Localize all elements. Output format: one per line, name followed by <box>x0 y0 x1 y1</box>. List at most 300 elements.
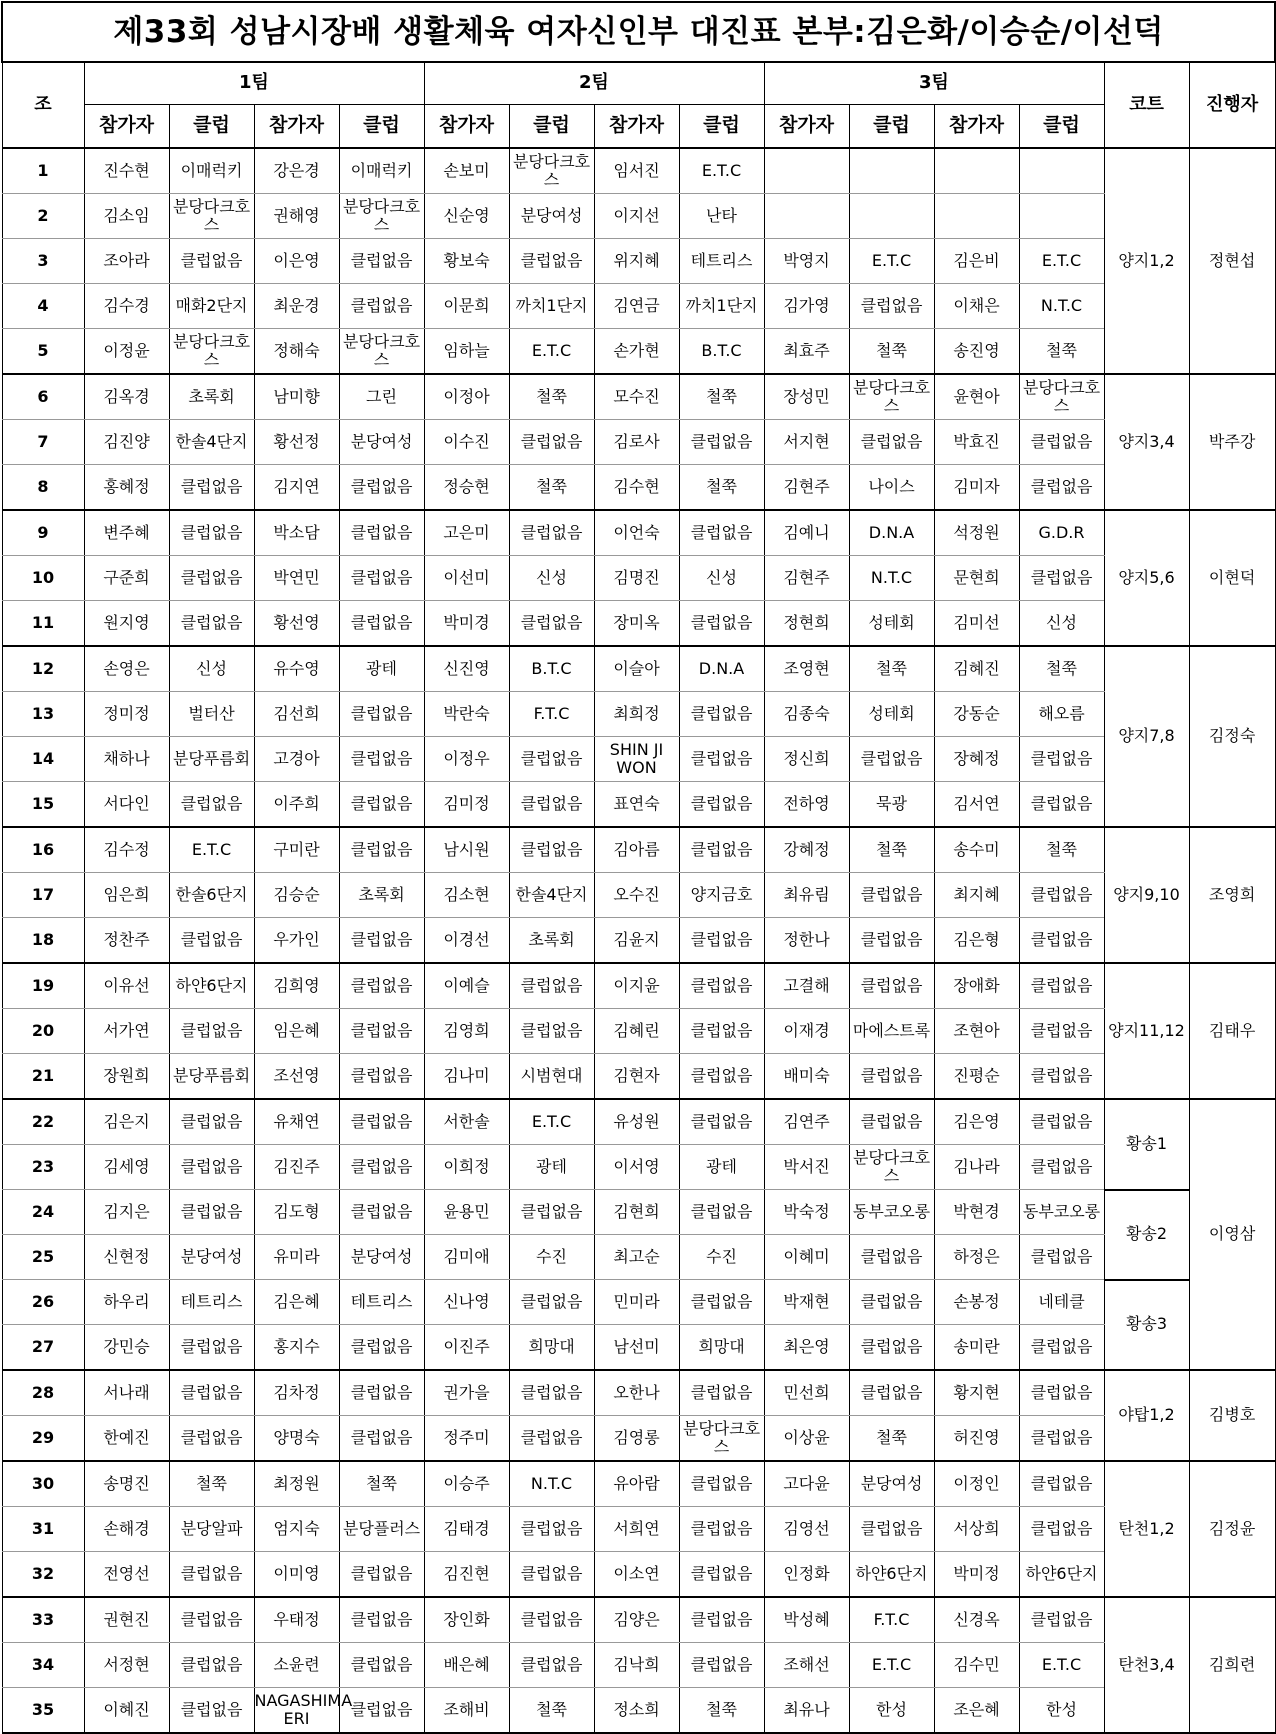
participant-cell: 문현희 <box>934 556 1019 601</box>
participant-cell: 김승순 <box>254 873 339 918</box>
club-cell: 신성 <box>679 556 764 601</box>
participant-cell: 이지윤 <box>594 963 679 1009</box>
club-cell: 클럽없음 <box>679 1054 764 1100</box>
club-cell: 클럽없음 <box>339 1552 424 1598</box>
club-cell: 까치1단지 <box>679 284 764 329</box>
participant-cell: 박현경 <box>934 1190 1019 1235</box>
participant-cell: 김미선 <box>934 601 1019 647</box>
header-participant: 참가자 <box>424 105 509 149</box>
participant-cell: 이주희 <box>254 782 339 828</box>
group-number: 21 <box>2 1054 84 1100</box>
club-cell: 클럽없음 <box>169 1597 254 1643</box>
club-cell: 초록회 <box>509 918 594 964</box>
header-progress: 진행자 <box>1189 62 1275 148</box>
participant-cell: 김진양 <box>84 420 169 465</box>
table-row <box>2 239 1275 284</box>
participant-cell: 김지은 <box>84 1190 169 1235</box>
club-cell: N.T.C <box>849 556 934 601</box>
participant-cell: 홍지수 <box>254 1325 339 1371</box>
club-cell: B.T.C <box>509 646 594 692</box>
table-row <box>2 1416 1275 1462</box>
progress-cell: 이현덕 <box>1189 510 1275 646</box>
table-row <box>2 374 1275 420</box>
participant-cell: 강동순 <box>934 692 1019 737</box>
club-cell: 클럽없음 <box>339 284 424 329</box>
club-cell: 클럽없음 <box>849 1099 934 1145</box>
participant-cell: 김진주 <box>254 1145 339 1190</box>
group-number: 26 <box>2 1280 84 1325</box>
participant-cell: 이재경 <box>764 1009 849 1054</box>
club-cell: 클럽없음 <box>1019 1145 1104 1190</box>
club-cell: 클럽없음 <box>679 963 764 1009</box>
participant-cell: 이서영 <box>594 1145 679 1190</box>
progress-cell: 정현섭 <box>1189 148 1275 374</box>
club-cell: 클럽없음 <box>509 1507 594 1552</box>
club-cell: 철쭉 <box>509 465 594 511</box>
club-cell: 분당다크호스 <box>1019 374 1104 420</box>
club-cell: 클럽없음 <box>509 827 594 873</box>
table-row <box>2 284 1275 329</box>
participant-cell: 이미영 <box>254 1552 339 1598</box>
club-cell: 분당여성 <box>169 1235 254 1280</box>
participant-cell: 이희정 <box>424 1145 509 1190</box>
table-row <box>2 1643 1275 1688</box>
table-row <box>2 963 1275 1009</box>
header-court: 코트 <box>1104 62 1189 148</box>
participant-cell: 이정윤 <box>84 329 169 375</box>
participant-cell: 권해영 <box>254 194 339 239</box>
participant-cell: 인정화 <box>764 1552 849 1598</box>
club-cell: 분당다크호스 <box>509 148 594 194</box>
club-cell: 철쭉 <box>509 1688 594 1734</box>
club-cell: E.T.C <box>509 329 594 375</box>
participant-cell: 송진영 <box>934 329 1019 375</box>
header-participant: 참가자 <box>254 105 339 149</box>
participant-cell: 서지현 <box>764 420 849 465</box>
participant-cell: 송미란 <box>934 1325 1019 1371</box>
club-cell: E.T.C <box>169 827 254 873</box>
club-cell: 클럽없음 <box>169 1145 254 1190</box>
group-number: 1 <box>2 148 84 194</box>
club-cell: 신성 <box>1019 601 1104 647</box>
court-cell: 양지9,10 <box>1104 827 1189 963</box>
club-cell: 클럽없음 <box>1019 1461 1104 1507</box>
participant-cell: 조영현 <box>764 646 849 692</box>
participant-cell: 조은혜 <box>934 1688 1019 1734</box>
table-row <box>2 1145 1275 1190</box>
participant-cell: 김수민 <box>934 1643 1019 1688</box>
participant-cell: 이상윤 <box>764 1416 849 1462</box>
court-cell: 양지1,2 <box>1104 148 1189 374</box>
participant-cell: 김세영 <box>84 1145 169 1190</box>
participant-cell: 고결해 <box>764 963 849 1009</box>
participant-cell: 정주미 <box>424 1416 509 1462</box>
group-number: 24 <box>2 1190 84 1235</box>
participant-cell: 황선정 <box>254 420 339 465</box>
participant-cell <box>934 148 1019 194</box>
club-cell: 클럽없음 <box>509 1552 594 1598</box>
participant-cell: 이채은 <box>934 284 1019 329</box>
court-cell: 야탑1,2 <box>1104 1370 1189 1461</box>
participant-cell: 정해숙 <box>254 329 339 375</box>
participant-cell: 윤용민 <box>424 1190 509 1235</box>
participant-cell: 남선미 <box>594 1325 679 1371</box>
club-cell: 클럽없음 <box>339 1190 424 1235</box>
group-number: 35 <box>2 1688 84 1734</box>
table-row <box>2 918 1275 964</box>
club-cell: 클럽없음 <box>679 1370 764 1416</box>
participant-cell: 최지혜 <box>934 873 1019 918</box>
club-cell: 클럽없음 <box>339 1643 424 1688</box>
participant-cell: 이혜진 <box>84 1688 169 1734</box>
participant-cell: 김소임 <box>84 194 169 239</box>
club-cell: 테트리스 <box>339 1280 424 1325</box>
club-cell: 클럽없음 <box>679 510 764 556</box>
club-cell: 클럽없음 <box>679 1009 764 1054</box>
club-cell: 클럽없음 <box>849 1235 934 1280</box>
participant-cell: 김미자 <box>934 465 1019 511</box>
club-cell: 클럽없음 <box>679 782 764 828</box>
participant-cell: 이혜미 <box>764 1235 849 1280</box>
club-cell: 클럽없음 <box>169 1190 254 1235</box>
club-cell: 시범현대 <box>509 1054 594 1100</box>
participant-cell: 조해선 <box>764 1643 849 1688</box>
club-cell: 클럽없음 <box>339 1370 424 1416</box>
participant-cell: 이은영 <box>254 239 339 284</box>
club-cell: 클럽없음 <box>1019 556 1104 601</box>
header-participant: 참가자 <box>84 105 169 149</box>
club-cell: 클럽없음 <box>1019 420 1104 465</box>
club-cell: 클럽없음 <box>339 1054 424 1100</box>
club-cell: 클럽없음 <box>509 1280 594 1325</box>
club-cell: 클럽없음 <box>339 1099 424 1145</box>
club-cell: 성테회 <box>849 692 934 737</box>
court-cell: 황송3 <box>1104 1280 1189 1371</box>
header-club: 클럽 <box>1019 105 1104 149</box>
participant-cell: 한예진 <box>84 1416 169 1462</box>
group-number: 17 <box>2 873 84 918</box>
participant-cell: 조현아 <box>934 1009 1019 1054</box>
club-cell: 묵광 <box>849 782 934 828</box>
club-cell: 클럽없음 <box>679 1099 764 1145</box>
club-cell: E.T.C <box>679 148 764 194</box>
club-cell <box>1019 194 1104 239</box>
club-cell: 철쭉 <box>849 827 934 873</box>
club-cell: G.D.R <box>1019 510 1104 556</box>
group-number: 33 <box>2 1597 84 1643</box>
club-cell: 클럽없음 <box>849 918 934 964</box>
participant-cell: 이수진 <box>424 420 509 465</box>
participant-cell: 이승주 <box>424 1461 509 1507</box>
club-cell: 분당푸름회 <box>169 737 254 782</box>
participant-cell: 송명진 <box>84 1461 169 1507</box>
header-team-3: 3팀 <box>764 62 1104 105</box>
club-cell: E.T.C <box>849 239 934 284</box>
club-cell: 이매럭키 <box>169 148 254 194</box>
club-cell: 클럽없음 <box>1019 1507 1104 1552</box>
group-number: 11 <box>2 601 84 647</box>
participant-cell: 소윤련 <box>254 1643 339 1688</box>
participant-cell: 채하나 <box>84 737 169 782</box>
participant-cell: 김연주 <box>764 1099 849 1145</box>
club-cell: E.T.C <box>509 1099 594 1145</box>
participant-cell: 김수경 <box>84 284 169 329</box>
participant-cell: 유수영 <box>254 646 339 692</box>
participant-cell: 장혜정 <box>934 737 1019 782</box>
participant-cell: 김영희 <box>424 1009 509 1054</box>
participant-cell: 박미정 <box>934 1552 1019 1598</box>
participant-cell: 정현희 <box>764 601 849 647</box>
participant-cell: 김윤지 <box>594 918 679 964</box>
participant-cell: 박재현 <box>764 1280 849 1325</box>
club-cell: 동부코오롱 <box>1019 1190 1104 1235</box>
participant-cell: 김선희 <box>254 692 339 737</box>
club-cell: 분당다크호스 <box>849 374 934 420</box>
participant-cell: 손봉정 <box>934 1280 1019 1325</box>
group-number: 4 <box>2 284 84 329</box>
participant-cell: 김수현 <box>594 465 679 511</box>
club-cell: 난타 <box>679 194 764 239</box>
participant-cell: 황보숙 <box>424 239 509 284</box>
participant-cell: 서상희 <box>934 1507 1019 1552</box>
table-row <box>2 782 1275 828</box>
club-cell: 광테 <box>679 1145 764 1190</box>
participant-cell: 박숙정 <box>764 1190 849 1235</box>
table-row <box>2 1507 1275 1552</box>
participant-cell: 정찬주 <box>84 918 169 964</box>
participant-cell: 서정현 <box>84 1643 169 1688</box>
club-cell: 클럽없음 <box>849 1280 934 1325</box>
progress-cell: 김희련 <box>1189 1597 1275 1733</box>
participant-cell: 김나미 <box>424 1054 509 1100</box>
group-number: 7 <box>2 420 84 465</box>
participant-cell: 이경선 <box>424 918 509 964</box>
club-cell: 테트리스 <box>169 1280 254 1325</box>
progress-cell: 이영삼 <box>1189 1099 1275 1370</box>
court-cell: 탄천3,4 <box>1104 1597 1189 1733</box>
participant-cell: 박효진 <box>934 420 1019 465</box>
club-cell: 클럽없음 <box>509 510 594 556</box>
club-cell: 성테회 <box>849 601 934 647</box>
participant-cell: 강민승 <box>84 1325 169 1371</box>
participant-cell: 오한나 <box>594 1370 679 1416</box>
group-number: 8 <box>2 465 84 511</box>
club-cell: 클럽없음 <box>1019 465 1104 511</box>
court-cell: 양지11,12 <box>1104 963 1189 1099</box>
table-row <box>2 1461 1275 1507</box>
participant-cell: 정승현 <box>424 465 509 511</box>
participant-cell: 이언숙 <box>594 510 679 556</box>
participant-cell: 최정원 <box>254 1461 339 1507</box>
club-cell: 철쭉 <box>679 465 764 511</box>
participant-cell: 서나래 <box>84 1370 169 1416</box>
participant-cell: 표연숙 <box>594 782 679 828</box>
club-cell: 클럽없음 <box>849 1325 934 1371</box>
group-number: 28 <box>2 1370 84 1416</box>
club-cell: 그린 <box>339 374 424 420</box>
club-cell: 클럽없음 <box>339 1145 424 1190</box>
club-cell: 클럽없음 <box>339 510 424 556</box>
participant-cell: 손가현 <box>594 329 679 375</box>
club-cell: 클럽없음 <box>339 239 424 284</box>
club-cell: 희망대 <box>509 1325 594 1371</box>
club-cell: 클럽없음 <box>509 601 594 647</box>
club-cell: 클럽없음 <box>679 918 764 964</box>
participant-cell: 최은영 <box>764 1325 849 1371</box>
club-cell: 클럽없음 <box>679 1643 764 1688</box>
table-row <box>2 1370 1275 1416</box>
club-cell: 클럽없음 <box>169 918 254 964</box>
table-row <box>2 1099 1275 1145</box>
court-cell: 탄천1,2 <box>1104 1461 1189 1597</box>
club-cell: 철쭉 <box>849 1416 934 1462</box>
participant-cell: 김현주 <box>764 465 849 511</box>
progress-cell: 조영희 <box>1189 827 1275 963</box>
club-cell: 철쭉 <box>849 329 934 375</box>
club-cell: 철쭉 <box>1019 827 1104 873</box>
club-cell: 철쭉 <box>1019 329 1104 375</box>
club-cell: 희망대 <box>679 1325 764 1371</box>
header-club: 클럽 <box>849 105 934 149</box>
club-cell: 클럽없음 <box>679 1552 764 1598</box>
participant-cell: 김현희 <box>594 1190 679 1235</box>
club-cell: 이매럭키 <box>339 148 424 194</box>
participant-cell: 김수정 <box>84 827 169 873</box>
club-cell: 클럽없음 <box>849 284 934 329</box>
club-cell: 동부코오롱 <box>849 1190 934 1235</box>
club-cell: 네테클 <box>1019 1280 1104 1325</box>
participant-cell: 김희영 <box>254 963 339 1009</box>
club-cell: 클럽없음 <box>1019 737 1104 782</box>
participant-cell: 김나라 <box>934 1145 1019 1190</box>
club-cell: 한성 <box>849 1688 934 1734</box>
club-cell: 클럽없음 <box>169 1688 254 1734</box>
participant-cell: 유채연 <box>254 1099 339 1145</box>
table-row <box>2 510 1275 556</box>
club-cell: 클럽없음 <box>1019 1416 1104 1462</box>
club-cell: 클럽없음 <box>169 1643 254 1688</box>
club-cell: 클럽없음 <box>1019 873 1104 918</box>
club-cell: 나이스 <box>849 465 934 511</box>
table-row <box>2 1190 1275 1235</box>
club-cell: 분당다크호스 <box>679 1416 764 1462</box>
group-number: 20 <box>2 1009 84 1054</box>
club-cell: 철쭉 <box>509 374 594 420</box>
participant-cell: 김태경 <box>424 1507 509 1552</box>
participant-cell: 남미향 <box>254 374 339 420</box>
bracket-table <box>1 1 1276 1734</box>
participant-cell: 황지현 <box>934 1370 1019 1416</box>
participant-cell: 이진주 <box>424 1325 509 1371</box>
club-cell: 클럽없음 <box>169 556 254 601</box>
participant-cell: 손보미 <box>424 148 509 194</box>
participant-cell: 하정은 <box>934 1235 1019 1280</box>
participant-cell: 이소연 <box>594 1552 679 1598</box>
club-cell: 클럽없음 <box>339 737 424 782</box>
participant-cell: 이선미 <box>424 556 509 601</box>
header-club: 클럽 <box>339 105 424 149</box>
club-cell: 양지금호 <box>679 873 764 918</box>
participant-cell: 이정아 <box>424 374 509 420</box>
header-participant: 참가자 <box>764 105 849 149</box>
club-cell: 클럽없음 <box>169 1009 254 1054</box>
header-club: 클럽 <box>169 105 254 149</box>
club-cell: 분당다크호스 <box>169 194 254 239</box>
club-cell: 클럽없음 <box>679 692 764 737</box>
club-cell: 클럽없음 <box>339 782 424 828</box>
participant-cell: 최유나 <box>764 1688 849 1734</box>
participant-cell: 박연민 <box>254 556 339 601</box>
participant-cell: 전영선 <box>84 1552 169 1598</box>
participant-cell: 유미라 <box>254 1235 339 1280</box>
club-cell: 클럽없음 <box>169 1552 254 1598</box>
club-cell: 초록회 <box>339 873 424 918</box>
participant-cell: 이예슬 <box>424 963 509 1009</box>
participant-cell: 구미란 <box>254 827 339 873</box>
participant-cell: 김미정 <box>424 782 509 828</box>
participant-cell: 김명진 <box>594 556 679 601</box>
club-cell: 분당푸름회 <box>169 1054 254 1100</box>
club-cell: 클럽없음 <box>679 1280 764 1325</box>
club-cell: 클럽없음 <box>679 1190 764 1235</box>
table-row <box>2 737 1275 782</box>
club-cell: 하얀6단지 <box>849 1552 934 1598</box>
club-cell: 클럽없음 <box>679 737 764 782</box>
club-cell: D.N.A <box>849 510 934 556</box>
club-cell: 클럽없음 <box>169 1416 254 1462</box>
table-row <box>2 646 1275 692</box>
group-number: 15 <box>2 782 84 828</box>
club-cell: 한솔6단지 <box>169 873 254 918</box>
participant-cell: 신경옥 <box>934 1597 1019 1643</box>
table-row <box>2 827 1275 873</box>
table-row <box>2 601 1275 647</box>
participant-cell: 임은혜 <box>254 1009 339 1054</box>
participant-cell: 권현진 <box>84 1597 169 1643</box>
club-cell: 철쭉 <box>679 374 764 420</box>
club-cell: 클럽없음 <box>1019 1325 1104 1371</box>
header-participant: 참가자 <box>594 105 679 149</box>
participant-cell: 박서진 <box>764 1145 849 1190</box>
participant-cell: 이정우 <box>424 737 509 782</box>
header-team-1: 1팀 <box>84 62 424 105</box>
club-cell: 클럽없음 <box>509 1009 594 1054</box>
table-row <box>2 1597 1275 1643</box>
club-cell: B.T.C <box>679 329 764 375</box>
participant-cell: 김은비 <box>934 239 1019 284</box>
club-cell: 클럽없음 <box>679 601 764 647</box>
club-cell: 클럽없음 <box>509 1416 594 1462</box>
club-cell: 클럽없음 <box>849 1370 934 1416</box>
table-row <box>2 1325 1275 1371</box>
court-cell: 황송1 <box>1104 1099 1189 1190</box>
group-number: 18 <box>2 918 84 964</box>
club-cell: 벌터산 <box>169 692 254 737</box>
club-cell: 클럽없음 <box>509 782 594 828</box>
participant-cell: 김혜린 <box>594 1009 679 1054</box>
participant-cell: 오수진 <box>594 873 679 918</box>
club-cell: 클럽없음 <box>849 1054 934 1100</box>
club-cell: 클럽없음 <box>509 239 594 284</box>
participant-cell: 김아름 <box>594 827 679 873</box>
group-number: 13 <box>2 692 84 737</box>
club-cell: 분당여성 <box>339 420 424 465</box>
participant-cell: 임하늘 <box>424 329 509 375</box>
club-cell: 클럽없음 <box>679 1597 764 1643</box>
club-cell: 클럽없음 <box>1019 1054 1104 1100</box>
group-number: 16 <box>2 827 84 873</box>
club-cell: 분당다크호스 <box>339 194 424 239</box>
